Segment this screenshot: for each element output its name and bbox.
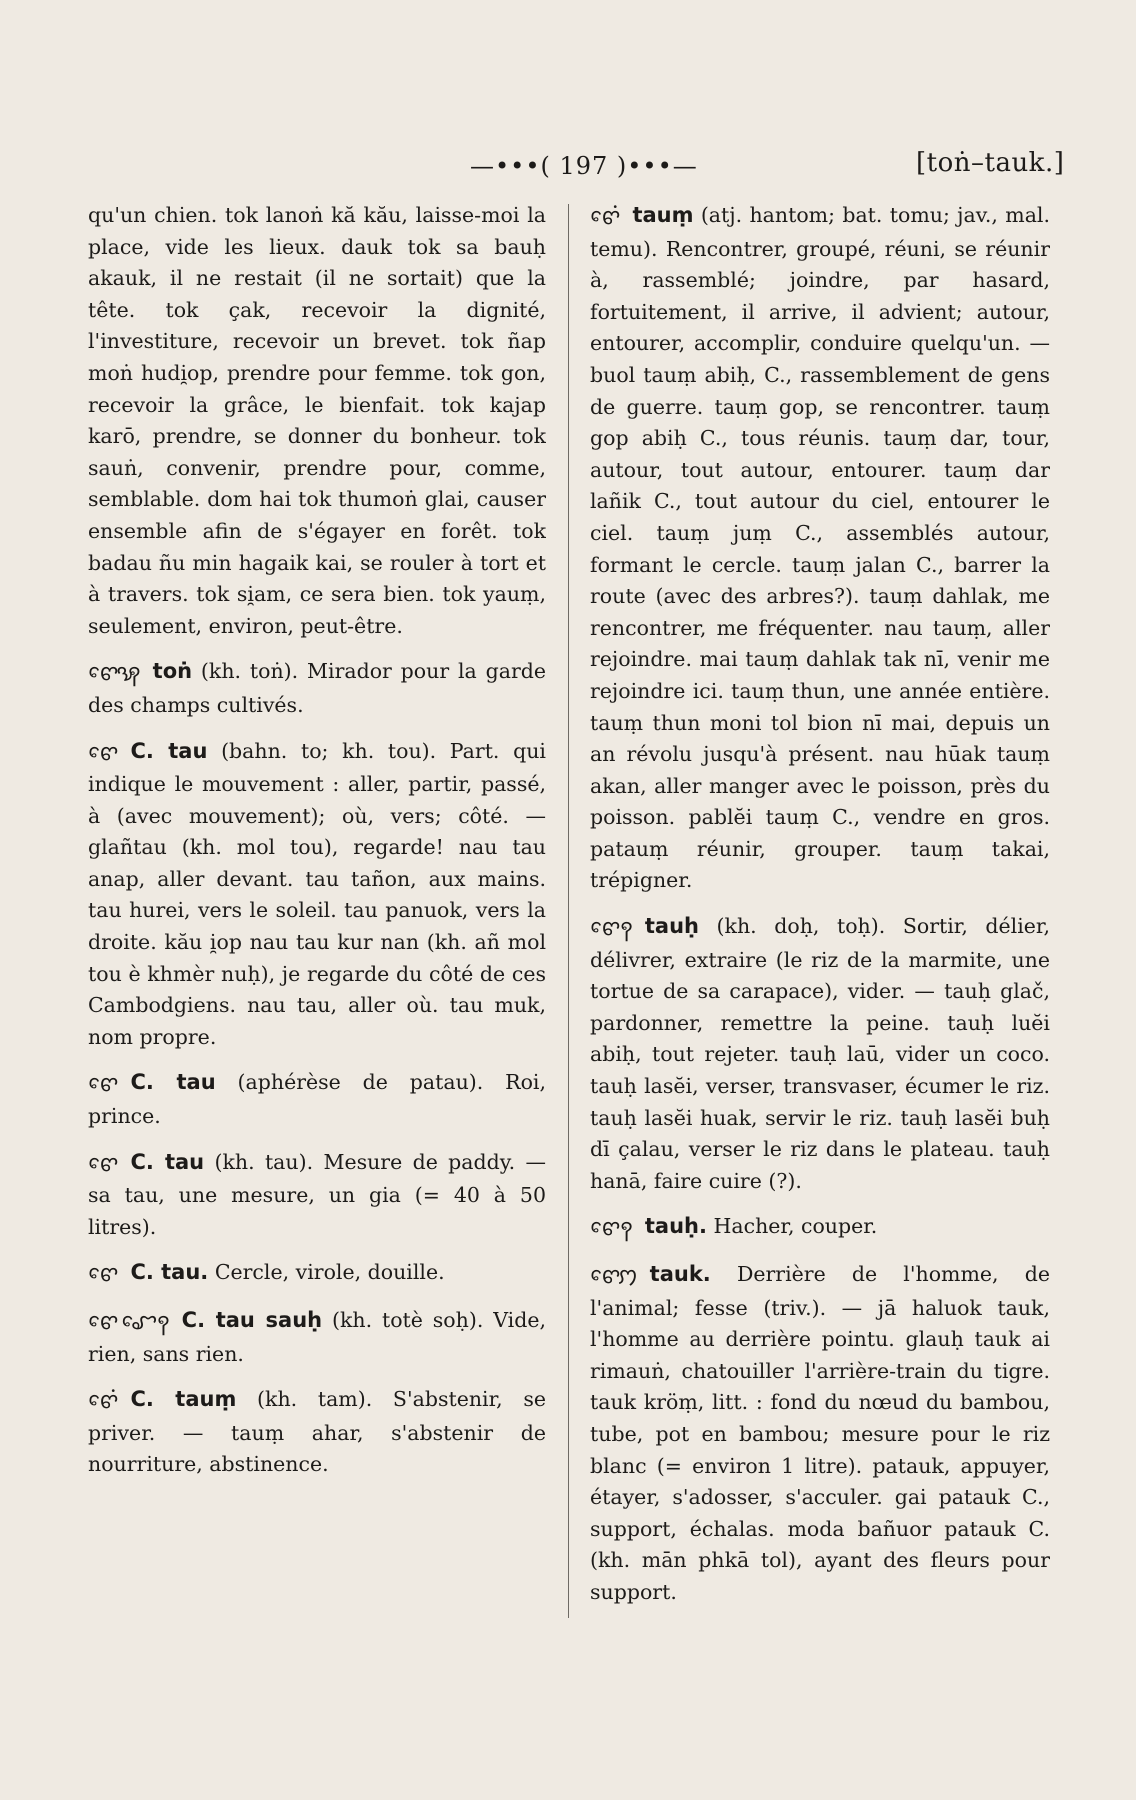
entry-headword: tauḥ. [644,1214,707,1239]
dictionary-entry [88,1305,546,1370]
dictionary-entry [88,1257,546,1291]
dictionary-entry [590,1211,1050,1245]
entry-headword: C. tau sauḥ [181,1308,323,1332]
entry-text: (kh. toṅ). Mirador pour la garde des champs cultivés. [88,659,546,717]
running-head: [toṅ–tauk.] [916,148,1065,178]
entry-text: (aphérèse de patau). Roi, prince. [88,1070,546,1129]
cham-script-glyph: ꨓꨯꩌ [88,1389,117,1415]
dictionary-entry [88,1384,546,1481]
cham-script-glyph: ꨓꨯꩂ [88,661,139,687]
entry-text: (kh. tau). Mesure de paddy. — sa tau, une mesure, un gia (= 40 à 50 litres). [88,1149,546,1239]
column-divider [568,204,569,1618]
entry-headword: C. tau [130,1149,205,1174]
entry-text: qu'un chien. tok lanoṅ kă kău, laisse-moi la place, vide les lieux. dauk tok sa bauḥ akauk, il ne restait (il ne sortait) que la tête. tok çak, recevoir la dignité, l'investiture, recevoir un brevet. tok ñap moṅ hudi̯op, prendre pour femme. tok gon, recevoir la grâce, le bienfait. tok kajap karō, prendre, se donner du bonheur. tok sauṅ, convenir, prendre pour, comme, semblable. dom hai tok thumoṅ glai, causer ensemble afin de s'égayer en forêt. tok badau ñu min hagaik kai, se rouler à tort et à travers. tok si̯am, ce sera bien. tok yauṃ, seulement, environ, peut-être. [88,203,546,638]
entry-headword: tauḥ [644,914,699,939]
dictionary-entry [88,656,546,721]
entry-text: (kh. doḥ, toḥ). Sortir, délier, délivrer, extraire (le riz de la marmite, une tortue de sa carapace), vider. — tauḥ glač, pardonner, remettre la peine. tauḥ luĕi abiḥ, tout rejeter. tauḥ laū, vider un coco. tauḥ lasĕi, verser, transvaser, écumer le riz. tauḥ lasĕi huak, servir le riz. tauḥ lasĕi buḥ dī çalau, verser le riz dans le plateau. tauḥ hanā, faire cuire (?). [590,914,1050,1193]
entry-headword: tauk. [649,1262,711,1286]
cham-script-glyph: ꨓꨯ ꨧꨯꩍ [88,1310,168,1335]
right-column [590,200,1050,1620]
cham-script-glyph: ꨓꨯꩌ [590,205,619,230]
entry-text: Hacher, couper. [713,1214,878,1239]
entry-text: Derrière de l'homme, de l'animal; fesse (triv.). — jā haluok tauk, l'homme au derrière pointu. glauḥ tauk ai rimauṅ, chatouiller l'arrière-train du tigre. tauk kröṃ, litt. : fond du nœud du bambou, tube, pot en bambou; mesure pour le riz blanc (= environ 1 litre). patauk, appuyer, étayer, s'adosser, s'acculer. gai patauk C., support, échalas. moda bañuor patauk C. (kh. mān phkā tol), ayant des fleurs pour support. [590,1262,1050,1604]
entry-text: (kh. totè soḥ). Vide, rien, sans rien. [88,1308,546,1366]
dictionary-entry [88,736,546,1054]
cham-script-glyph: ꨓꨯꩀ [590,1264,636,1289]
entry-text: (bahn. to; kh. tou). Part. qui indique le mouvement : aller, partir, passé, à (avec mouvement); où, vers; côté. — glañtau (kh. mol tou), regarde! nau tau anap, aller devant. tau tañon, aux mains. tau hurei, vers le soleil. tau panuok, vers la droite. kău i̯op nau tau kur nan (kh. añ mol tou è khmèr nuḥ), je regarde du côté de ces Cambodgiens. nau tau, aller où. tau muk, nom propre. [88,738,546,1049]
entry-headword: tauṃ [632,203,694,227]
cham-script-glyph: ꨓꨯ [88,1072,117,1098]
dictionary-entry [590,1259,1050,1609]
page-header [0,148,1136,188]
page-number: —•••( 197 )•••— [470,152,698,180]
cham-script-glyph: ꨓꨯ [88,1151,117,1177]
left-column [88,200,546,1620]
dictionary-entry [88,1147,546,1244]
entry-text: Cercle, virole, douille. [214,1260,445,1285]
dictionary-entry [88,1067,546,1132]
cham-script-glyph: ꨓꨯ [88,1262,117,1288]
entry-headword: C. tauṃ [130,1387,237,1412]
cham-script-glyph: ꨓꨯ [88,740,117,766]
dictionary-entry [88,200,546,642]
entry-headword: toṅ [152,659,193,684]
dictionary-entry [590,200,1050,897]
entry-text: (atj. hantom; bat. tomu; jav., mal. temu). Rencontrer, groupé, réuni, se réunir à, rassemblé; joindre, par hasard, fortuitement, il arrive, il advient; autour, entourer, accomplir, conduire quelqu'un. — buol tauṃ abiḥ, C., rassemblement de gens de guerre. tauṃ gop, se rencontrer. tauṃ gop abiḥ C., tous réunis. tauṃ dar, tour, autour, tout autour, entourer. tauṃ dar lañik C., tout autour du ciel, entourer le ciel. tauṃ juṃ C., assemblés autour, formant le cercle. tauṃ jalan C., barrer la route (avec des arbres?). tauṃ dahlak, me rencontrer, me fréquenter. nau tauṃ, aller rejoindre. mai tauṃ dahlak tak nī, venir me rejoindre ici. tauṃ thun, une année entière. tauṃ thun moni tol bion nī mai, depuis un an révolu jusqu'à présent. nau hūak tauṃ akan, aller manger avec le poisson, près du poisson. pablĕi tauṃ C., vendre en gros. patauṃ réunir, grouper. tauṃ takai, trépigner. [590,203,1050,893]
entry-headword: C. tau. [130,1260,209,1285]
entry-text: (kh. tam). S'abstenir, se priver. — tauṃ ahar, s'abstenir de nourriture, abstinence. [88,1387,546,1477]
dictionary-entry [590,911,1050,1197]
cham-script-glyph: ꨓꨯꩍ [590,916,631,942]
entry-headword: C. tau [130,1070,216,1095]
entry-headword: C. tau [130,738,208,763]
cham-script-glyph: ꨓꨯꩍ [590,1216,631,1242]
